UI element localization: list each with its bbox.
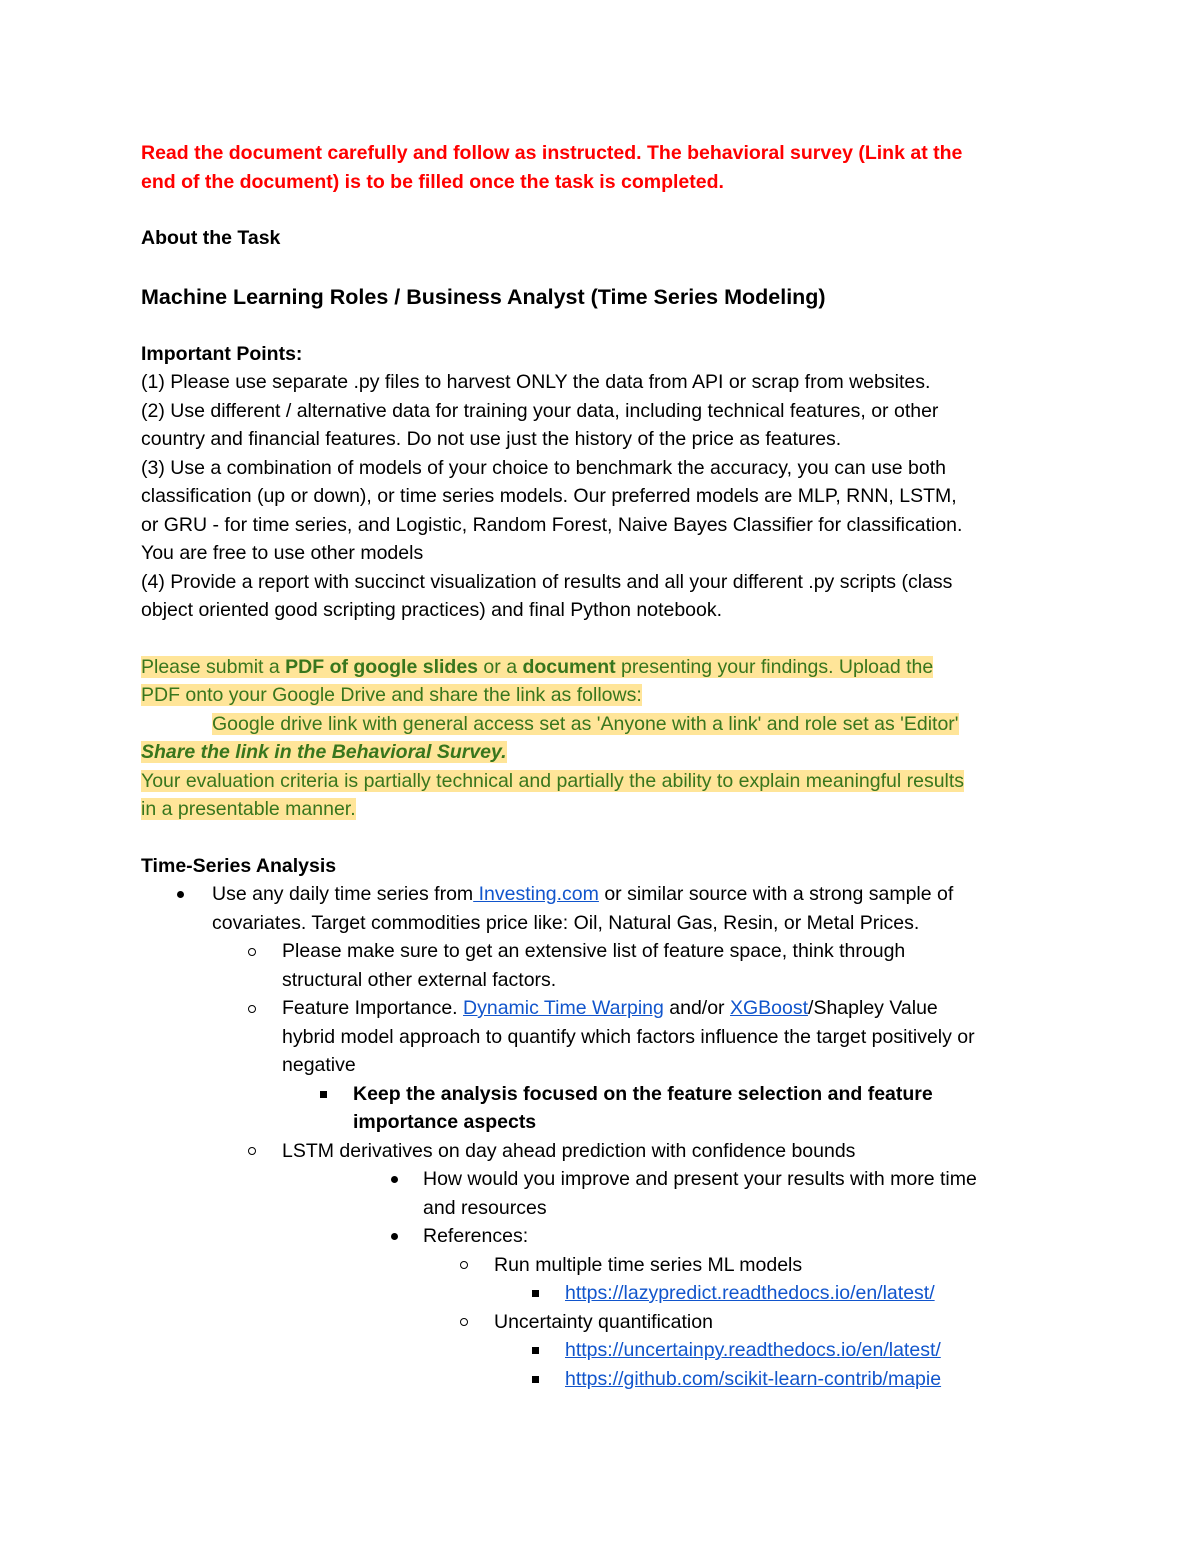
uncertainpy-link[interactable]: https://uncertainpy.readthedocs.io/en/latest/ — [565, 1339, 941, 1361]
evaluation-criteria-line: Your evaluation criteria is partially technical and partially the ability to explain meaningful results — [141, 769, 965, 792]
list-item — [141, 1279, 1061, 1308]
list-text: LSTM derivatives on day ahead prediction with confidence bounds — [282, 1139, 856, 1162]
list-text: Uncertainty quantification — [494, 1310, 713, 1333]
list-text: importance aspects — [353, 1111, 537, 1133]
list-text: hybrid model approach to quantify which factors influence the target positively or — [282, 1025, 975, 1048]
submission-document-emphasis: document — [522, 655, 616, 678]
list-text: /Shapley Value — [808, 997, 938, 1019]
square-bullet-icon — [313, 1080, 333, 1109]
submission-link-settings: Google drive link with general access set as 'Anyone with a link' and role set as 'Editor' — [212, 712, 959, 735]
circle-bullet-icon — [242, 937, 262, 966]
list-text: covariates. Target commodities price like: Oil, Natural Gas, Resin, or Metal Prices. — [212, 911, 920, 934]
list-item — [141, 1137, 1061, 1166]
square-bullet-icon — [525, 1365, 545, 1394]
xgboost-link[interactable]: XGBoost — [729, 997, 809, 1019]
lazypredict-link[interactable]: https://lazypredict.readthedocs.io/en/latest/ — [565, 1282, 935, 1304]
point-line: (3) Use a combination of models of your choice to benchmark the accuracy, you can use both — [141, 456, 946, 479]
point-line: or GRU - for time series, and Logistic, Random Forest, Naive Bayes Classifier for classification. — [141, 513, 963, 536]
list-item — [141, 1222, 1061, 1251]
intro-line-1: Read the document carefully and follow as instructed. The behavioral survey (Link at the — [141, 142, 963, 164]
role-title: Machine Learning Roles / Business Analyst (Time Series Modeling) — [141, 284, 826, 309]
list-item — [141, 1308, 1061, 1337]
intro-line-2: end of the document) is to be filled once the task is completed. — [141, 170, 724, 193]
submission-upload-line: PDF onto your Google Drive and share the link as follows: — [141, 684, 642, 706]
list-text: Run multiple time series ML models — [494, 1253, 803, 1276]
circle-bullet-icon — [242, 994, 262, 1023]
intro-warning — [141, 139, 1061, 196]
list-item — [141, 1336, 1061, 1365]
list-item — [141, 1251, 1061, 1280]
circle-bullet-icon — [454, 1308, 474, 1337]
submission-pdf-emphasis: PDF of google slides — [285, 655, 479, 678]
point-line: You are free to use other models — [141, 542, 424, 564]
points-heading: Important Points: — [141, 342, 303, 365]
list-text: negative — [282, 1054, 356, 1076]
submission-text: or a — [478, 655, 523, 678]
list-text: Please make sure to get an extensive list of feature space, think through — [282, 940, 906, 962]
list-item — [141, 937, 1061, 994]
list-text: How would you improve and present your results with more time — [423, 1168, 977, 1190]
dynamic-time-warping-link[interactable]: Dynamic Time Warping — [463, 997, 664, 1019]
square-bullet-icon — [525, 1336, 545, 1365]
submission-text: presenting your findings. Upload the — [615, 655, 934, 678]
list-text: References: — [423, 1225, 529, 1247]
bullet-icon — [384, 1165, 404, 1194]
circle-bullet-icon — [454, 1251, 474, 1280]
submission-instructions — [141, 653, 1061, 824]
about-label: About the Task — [141, 227, 281, 249]
submission-text: Please submit a — [141, 655, 286, 678]
investing-link[interactable]: Investing.com — [473, 883, 599, 905]
submission-share-note: Share the link in the Behavioral Survey. — [141, 741, 507, 763]
mapie-link[interactable]: https://github.com/scikit-learn-contrib/mapie — [565, 1367, 942, 1390]
list-text: structural other external factors. — [282, 968, 557, 991]
list-item — [141, 1365, 1061, 1394]
list-item — [141, 1080, 1061, 1137]
point-line: (2) Use different / alternative data for training your data, including technical features, or other — [141, 399, 939, 422]
circle-bullet-icon — [242, 1137, 262, 1166]
point-line: classification (up or down), or time series models. Our preferred models are MLP, RNN, LSTM, — [141, 485, 957, 507]
square-bullet-icon — [525, 1279, 545, 1308]
list-item — [141, 1165, 1061, 1222]
bullet-icon — [384, 1222, 404, 1251]
point-line: object oriented good scripting practices) and final Python notebook. — [141, 599, 723, 621]
point-line: (1) Please use separate .py files to harvest ONLY the data from API or scrap from websites. — [141, 371, 931, 393]
point-line: country and financial features. Do not use just the history of the price as features. — [141, 428, 842, 450]
analysis-heading: Time-Series Analysis — [141, 854, 337, 877]
list-text: and/or — [663, 997, 730, 1019]
list-item — [141, 880, 1061, 937]
list-text: or similar source with a strong sample of — [598, 883, 954, 905]
point-line: (4) Provide a report with succinct visualization of results and all your different .py scripts (class — [141, 570, 953, 593]
list-text: Use any daily time series from — [212, 883, 474, 905]
list-text: and resources — [423, 1196, 547, 1219]
evaluation-criteria-line: in a presentable manner. — [141, 798, 356, 820]
bullet-icon — [170, 880, 190, 909]
list-item — [141, 994, 1061, 1080]
document-body — [141, 139, 1061, 1393]
list-text: Feature Importance. — [282, 997, 464, 1019]
list-text: Keep the analysis focused on the feature selection and feature — [353, 1082, 933, 1105]
